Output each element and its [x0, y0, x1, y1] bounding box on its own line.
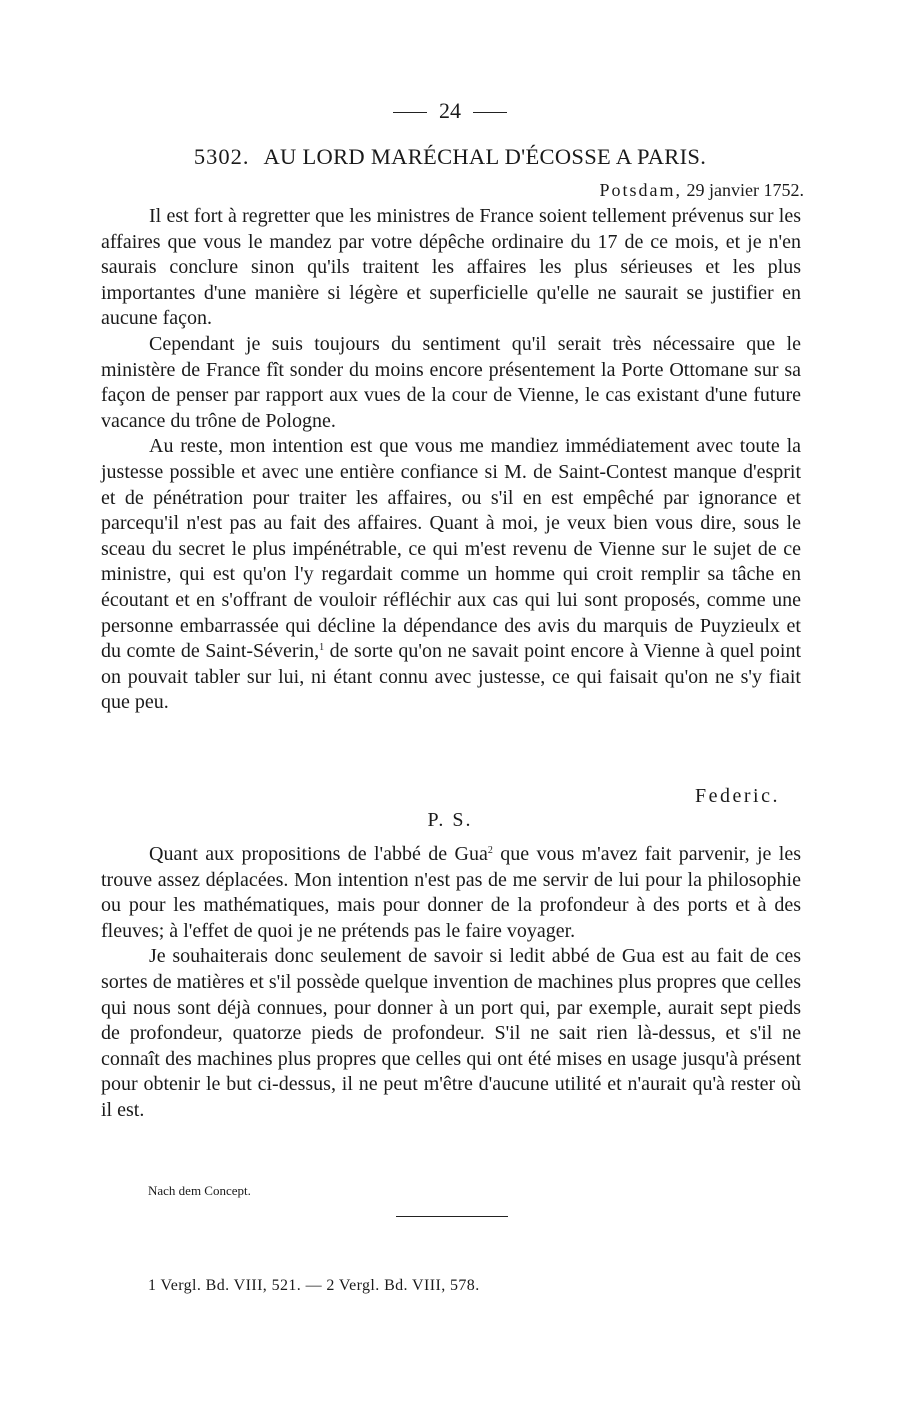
- page-number: 24: [439, 98, 461, 123]
- paragraph-text: de sorte qu'on ne savait point encore à Vienne à quel point on pouvait tabler sur lui, ni étant connu avec justesse, ce qui faisait qu'on ne s'y fiait que peu.: [101, 640, 801, 714]
- postscript-body: [101, 842, 801, 1124]
- document-number: 5302.: [193, 144, 250, 169]
- letter-paragraph: Cependant je suis toujours du sentiment qu'il serait très nécessaire que le ministère de France fît sonder du moins encore présentement la Porte Ottomane sur sa façon de penser par rapport aux vues de la cour de Vienne, le cas existant d'une future vacance du trône de Pologne.: [101, 332, 801, 432]
- footnote-marker: 2: [487, 845, 493, 856]
- postscript-paragraph: Je souhaiterais donc seulement de savoir si ledit abbé de Gua est au fait de ces sortes de matières et s'il possède quelque invention de machines plus propres que celles qui nous sont déjà connues, pour donner à un port qui, par exemple, aurait sept pieds de profondeur, quatorze pieds de profondeur. S'il ne sait rien là-dessus, et s'il ne connaît des machines plus propres que celles qui ont été mises en usage jusqu'à présent pour obtenir le but ci-dessus, il ne peut m'être d'aucune utilité et n'aurait qu'à rester où il est.: [101, 945, 801, 1121]
- dateline-place: Potsdam,: [599, 180, 683, 200]
- footnote-marker: 1: [319, 642, 325, 654]
- header-left-dash: [393, 112, 427, 113]
- footnote-divider: [396, 1216, 508, 1217]
- page-header: [0, 96, 900, 126]
- postscript-heading: P. S.: [427, 809, 473, 831]
- footnotes: 1 Vergl. Bd. VIII, 521. — 2 Vergl. Bd. VIII, 578.: [148, 1277, 480, 1294]
- dateline: [600, 178, 805, 202]
- letter-paragraph: [101, 434, 801, 716]
- postscript-paragraph: [101, 842, 801, 944]
- paragraph-text: que vous m'avez fait parvenir, je les trouve assez déplacées. Mon intention n'est pas de me servir de lui pour la philosophie ou pour les mathématiques, mais pour donner de la profondeur à des ports et à des fleuves; à l'effet de quoi je ne prétends pas le faire voyager.: [101, 843, 801, 942]
- document-title: [100, 142, 800, 172]
- signature: Federic.: [695, 785, 780, 807]
- letter-body: [101, 204, 801, 716]
- dateline-date: 29 janvier 1752.: [686, 180, 804, 200]
- source-note: Nach dem Concept.: [148, 1183, 251, 1198]
- header-right-dash: [473, 112, 507, 113]
- letter-paragraph: Il est fort à regretter que les ministres de France soient tellement prévenus sur les affaires que vous le mandez par votre dépêche ordinaire du 17 de ce mois, et je n'en saurais conclure sinon qu'ils traitent les affaires les plus sérieuses et les plus importantes d'une manière si légère et superficielle qu'elle ne saurait se justifier en aucune façon.: [101, 205, 801, 330]
- paragraph-text: Quant aux propositions de l'abbé de Gua: [149, 843, 488, 865]
- paragraph-text: Au reste, mon intention est que vous me mandiez immédiatement avec toute la justesse possible et avec une entière confiance si M. de Saint-Contest manque d'esprit et de pénétration pour traiter les affaires, ou s'il en est empêché par ignorance et parcequ'il n'est pas au fait des affaires. Quant à moi, je veux bien vous dire, sous le sceau du secret le plus impénétrable, ce qui m'est revenu de Vienne sur le sujet de ce ministre, qui est qu'on l'y regardait comme un homme qui croit remplir sa tâche en écoutant et en s'offrant de vouloir réfléchir aux cas qui lui sont proposés, comme une personne embarrassée qui décline la dépendance des avis du marquis de Puyzieulx et du comte de Saint-Séverin,: [101, 435, 801, 663]
- document-heading: AU LORD MARÉCHAL D'ÉCOSSE A PARIS.: [263, 144, 707, 169]
